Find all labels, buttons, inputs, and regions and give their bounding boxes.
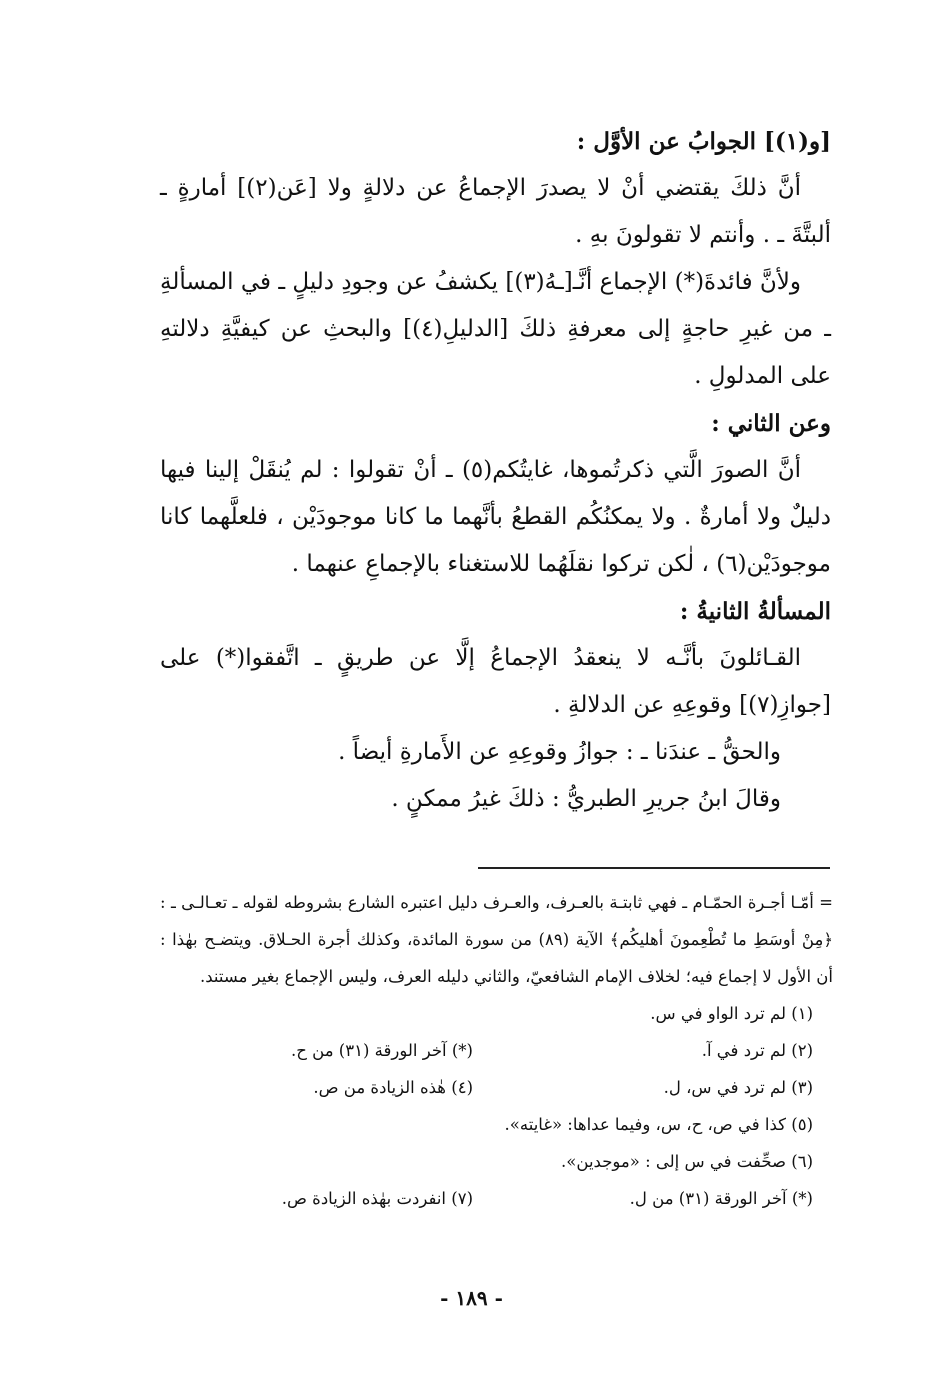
footnote-continued: = أمّـا أجـرة الحمّـام ـ فهي ثابتـة بالعـرف، والعـرف دليل اعتبره الشارع بشروطه لقوله ـ تعـالـى ـ : ﴿مِنْ أوسَطِ ما تُطْعِمونَ أهليكُم﴾ الآية (٨٩) من سورة المائدة، وكذلك أجرة الحـلاق. ويتضـح بهٰذا : أن الأول لا إجماع فيه؛ لخلاف الإمام الشافعيّ، والثاني دليله العرف، وليس الإجماع بغير مستند. xyxy=(160,893,833,986)
paragraph-3: أنَّ الصورَ الَّتي ذكرتُموها، غايتُكم(٥) ـ أنْ تقولوا : لم يُنقَلْ إلينا فيها دليلٌ ولا أمارةٌ . ولا يمكنُكُم القطعُ بأنَّهما ما كانا موجودَيْن ، فلعلَّهما كانا موجودَيْن(٦) ، لٰكن تركوا نقلَهُما للاستغناء بالإجماعِ عنهما . xyxy=(160,457,831,577)
paragraph-1: أنَّ ذلكَ يقتضي أنْ لا يصدرَ الإجماعُ عن دلالةٍ ولا [عَن(٢)] أمارةٍ ـ ألبتَّةَ ـ . وأنتم لا تقولونَ بهِ . xyxy=(160,175,831,248)
footnote-2: (٢) لم ترد في آ. xyxy=(701,1041,813,1060)
page-number: - ١٨٩ - xyxy=(440,1286,503,1310)
footnote-row xyxy=(160,1069,833,1106)
footnote-6: (٦) صحِّفت في س إلى : «موجدين». xyxy=(561,1152,813,1171)
footnote-divider xyxy=(478,867,830,869)
heading-second-answer: وعن الثاني : xyxy=(711,410,831,437)
footnote-row xyxy=(160,1180,833,1217)
footnote-5: (٥) كذا في ص، ح، س، وفيما عداها: «غايته». xyxy=(504,1115,813,1134)
footnote-7: (٧) انفردت بهٰذه الزيادة ص. xyxy=(281,1189,473,1208)
footnote-1: (١) لم ترد الواو في س. xyxy=(650,1004,813,1023)
footnote-star-2: (*) آخر الورقة (٣١) من ل. xyxy=(629,1189,813,1208)
paragraph-5: والحقُّ ـ عندَنا ـ : جوازُ وقوعِهِ عن الأَمارةِ أيضاً . xyxy=(338,739,781,765)
paragraph-4: القـائلونَ بأنَّـه لا ينعقدُ الإجماعُ إلَّا عن طريقٍ ـ اتَّفقوا(*) على [جوازِ(٧)] وقوعِهِ عن الدلالةِ . xyxy=(160,645,831,718)
heading-second-issue: المسألةُ الثانيةُ : xyxy=(679,598,831,625)
main-text xyxy=(160,118,831,823)
footnote-3: (٣) لم ترد في س، ل. xyxy=(663,1078,813,1097)
paragraph-2: ولأنَّ فائدةَ(*) الإجماع أنَّـ[ـهُ(٣)] يكشفُ عن وجودِ دليلٍ ـ في المسألةِ ـ من غيرِ حاجةٍ إلى معرفةِ ذلكَ [الدليلِ(٤)] والبحثِ عن كيفيَّةِ دلالتهِ على المدلولِ . xyxy=(160,269,831,389)
footnote-star-1: (*) آخر الورقة (٣١) من ح. xyxy=(291,1041,473,1060)
footnotes xyxy=(160,884,833,1217)
footnote-row xyxy=(160,1032,833,1069)
heading-first-answer: [و(١)] الجوابُ عن الأوَّل : xyxy=(576,128,831,155)
footnote-4: (٤) هٰذه الزيادة من ص. xyxy=(313,1078,473,1097)
paragraph-6: وقالَ ابنُ جريرِ الطبريُّ : ذلكَ غيرُ ممكنٍ . xyxy=(391,786,781,812)
